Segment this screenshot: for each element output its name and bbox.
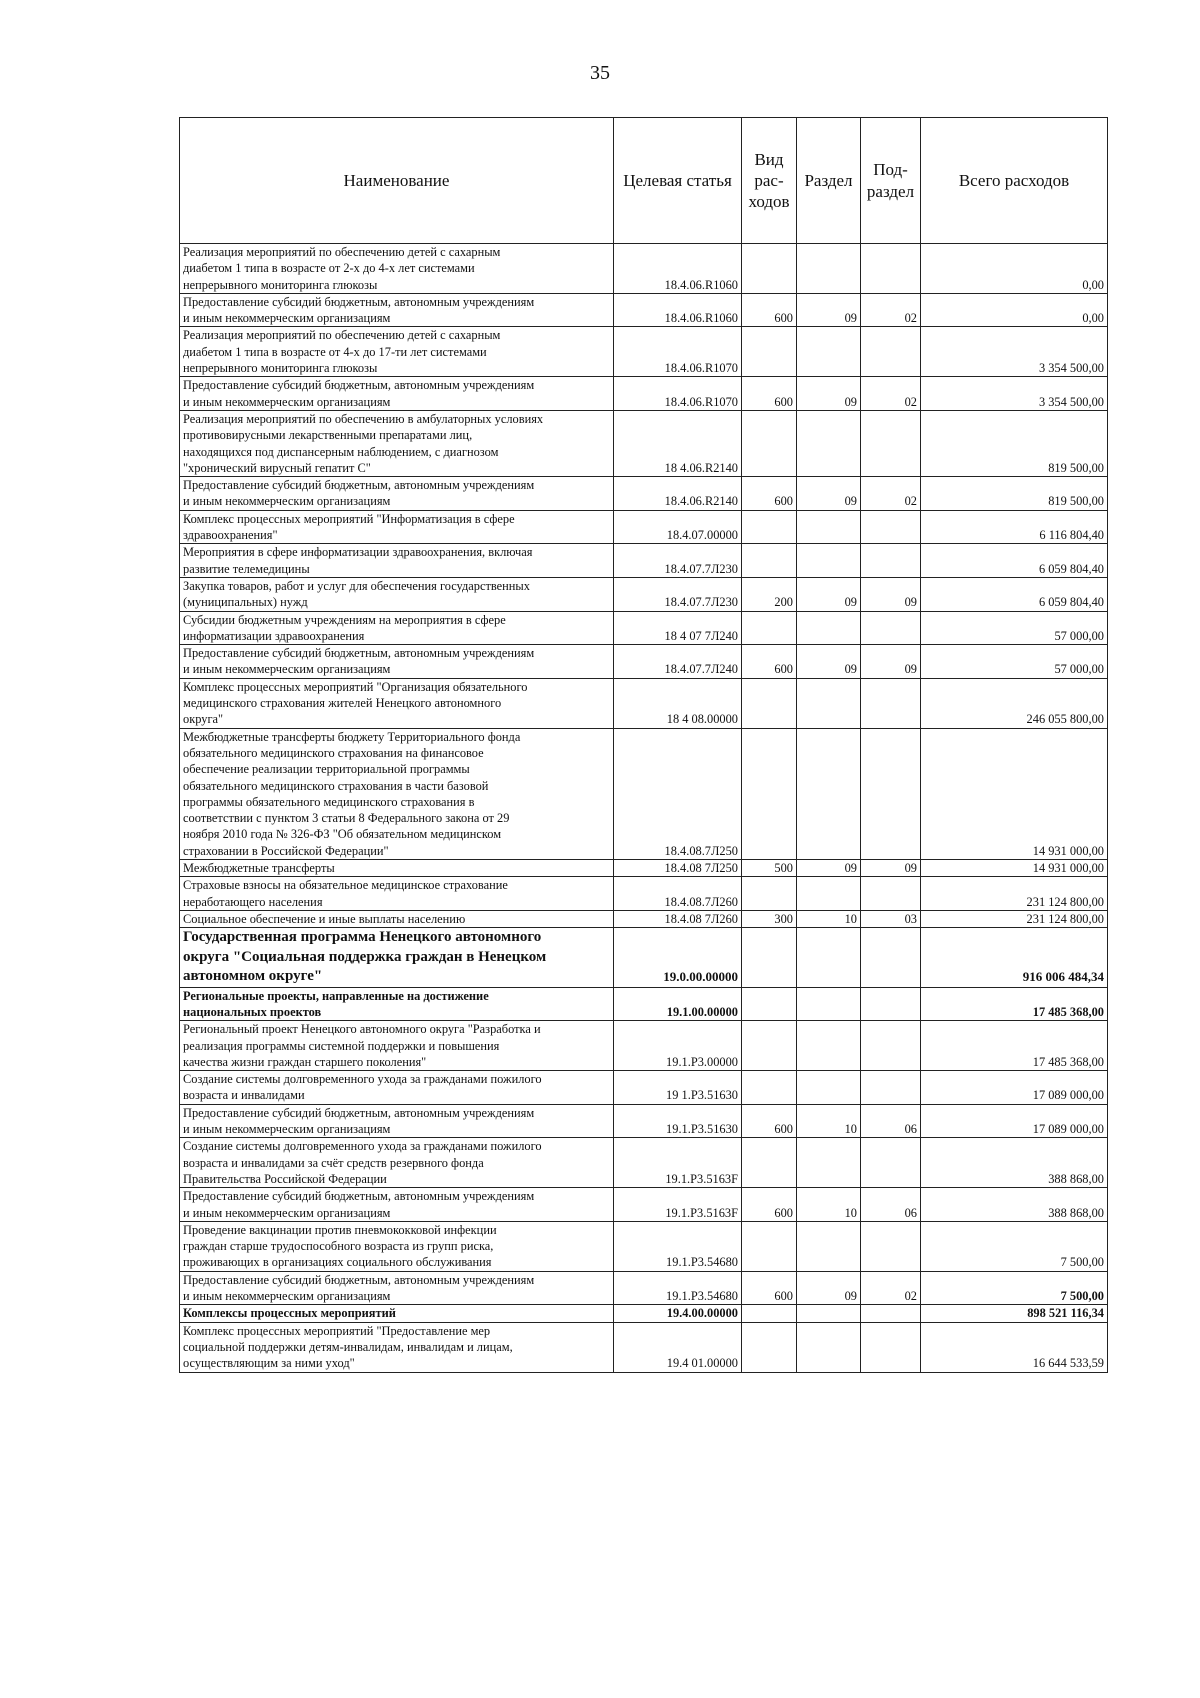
cell-subsection <box>861 1071 921 1105</box>
cell-target-article: 18 4 08.00000 <box>614 678 742 728</box>
cell-subsection: 02 <box>861 477 921 511</box>
cell-subsection <box>861 987 921 1021</box>
cell-target-article: 18.4.06.R1070 <box>614 377 742 411</box>
cell-target-article: 19.1.00.00000 <box>614 987 742 1021</box>
table-row <box>180 1322 1108 1372</box>
cell-expense-type: 600 <box>742 1188 797 1222</box>
cell-section: 09 <box>797 293 861 327</box>
cell-subsection <box>861 244 921 294</box>
cell-target-article: 18.4.06.R1060 <box>614 244 742 294</box>
cell-total: 17 089 000,00 <box>921 1104 1108 1138</box>
header-target-article: Целевая статья <box>614 118 742 244</box>
cell-expense-type: 600 <box>742 293 797 327</box>
cell-subsection <box>861 1138 921 1188</box>
cell-total: 17 485 368,00 <box>921 1021 1108 1071</box>
cell-subsection: 09 <box>861 577 921 611</box>
cell-name: Предоставление субсидий бюджетным, автономным учреждениям и иным некоммерческим организациям <box>180 293 614 327</box>
cell-name: Субсидии бюджетным учреждениям на мероприятия в сфере информатизации здравоохранения <box>180 611 614 645</box>
cell-expense-type <box>742 410 797 476</box>
cell-section <box>797 327 861 377</box>
cell-subsection <box>861 928 921 988</box>
cell-expense-type: 600 <box>742 377 797 411</box>
cell-expense-type <box>742 728 797 859</box>
cell-section <box>797 728 861 859</box>
table-row <box>180 1305 1108 1322</box>
cell-subsection: 09 <box>861 859 921 876</box>
table-row <box>180 327 1108 377</box>
cell-expense-type <box>742 327 797 377</box>
table-row <box>180 1271 1108 1305</box>
cell-name: Предоставление субсидий бюджетным, автономным учреждениям и иным некоммерческим организациям <box>180 377 614 411</box>
header-subsection: Под-раздел <box>861 118 921 244</box>
cell-expense-type <box>742 1221 797 1271</box>
table-row <box>180 1071 1108 1105</box>
cell-name: Предоставление субсидий бюджетным, автономным учреждениям и иным некоммерческим организациям <box>180 477 614 511</box>
page-number: 35 <box>590 62 610 84</box>
cell-total: 231 124 800,00 <box>921 877 1108 911</box>
table-body <box>180 244 1108 1373</box>
cell-expense-type <box>742 1305 797 1322</box>
cell-section <box>797 1221 861 1271</box>
cell-expense-type: 600 <box>742 645 797 679</box>
cell-total: 57 000,00 <box>921 645 1108 679</box>
cell-target-article: 18.4.07.00000 <box>614 510 742 544</box>
cell-name: Создание системы долговременного ухода за гражданами пожилого возраста и инвалидами <box>180 1071 614 1105</box>
cell-name: Закупка товаров, работ и услуг для обеспечения государственных (муниципальных) нужд <box>180 577 614 611</box>
cell-section <box>797 928 861 988</box>
cell-target-article: 18.4.06.R1060 <box>614 293 742 327</box>
cell-section <box>797 1322 861 1372</box>
cell-subsection <box>861 1221 921 1271</box>
cell-target-article: 18.4.07.7Л230 <box>614 544 742 578</box>
cell-subsection <box>861 1021 921 1071</box>
cell-target-article: 18.4.08.7Л260 <box>614 877 742 911</box>
cell-total: 0,00 <box>921 244 1108 294</box>
cell-subsection <box>861 611 921 645</box>
cell-name: Реализация мероприятий по обеспечению детей с сахарным диабетом 1 типа в возрасте от 2-х до 4-х лет системами непрерывного мониторинга глюкозы <box>180 244 614 294</box>
cell-section <box>797 678 861 728</box>
cell-target-article: 19.1.Р3.5163F <box>614 1188 742 1222</box>
table-row <box>180 877 1108 911</box>
cell-subsection <box>861 410 921 476</box>
table-row <box>180 611 1108 645</box>
table-row <box>180 244 1108 294</box>
cell-target-article: 19.1.Р3.5163F <box>614 1138 742 1188</box>
cell-expense-type <box>742 1071 797 1105</box>
cell-subsection: 06 <box>861 1104 921 1138</box>
cell-name: Комплекс процессных мероприятий "Информатизация в сфере здравоохранения" <box>180 510 614 544</box>
cell-subsection <box>861 510 921 544</box>
cell-name: Реализация мероприятий по обеспечению детей с сахарным диабетом 1 типа в возрасте от 4-х до 17-ти лет системами непрерывного мониторинга глюкозы <box>180 327 614 377</box>
cell-target-article: 19.1.Р3.54680 <box>614 1221 742 1271</box>
cell-total: 6 116 804,40 <box>921 510 1108 544</box>
cell-name: Реализация мероприятий по обеспечению в амбулаторных условиях противовирусными лекарственными препаратами лиц, находящихся под диспансерным наблюдением, с диагнозом "хронический вирусный гепатит С" <box>180 410 614 476</box>
budget-table <box>179 117 1108 1373</box>
cell-total: 14 931 000,00 <box>921 859 1108 876</box>
cell-total: 916 006 484,34 <box>921 928 1108 988</box>
cell-section <box>797 544 861 578</box>
table-row <box>180 987 1108 1021</box>
cell-subsection <box>861 877 921 911</box>
table-row <box>180 1221 1108 1271</box>
cell-section: 09 <box>797 377 861 411</box>
header-name: Наименование <box>180 118 614 244</box>
cell-target-article: 19.4.00.00000 <box>614 1305 742 1322</box>
cell-section <box>797 1305 861 1322</box>
cell-subsection: 09 <box>861 645 921 679</box>
cell-target-article: 19.1.Р3.51630 <box>614 1104 742 1138</box>
header-expense-type: Вид рас-ходов <box>742 118 797 244</box>
cell-total: 7 500,00 <box>921 1271 1108 1305</box>
cell-target-article: 18.4.08 7Л250 <box>614 859 742 876</box>
cell-section: 09 <box>797 645 861 679</box>
cell-name: Комплексы процессных мероприятий <box>180 1305 614 1322</box>
cell-target-article: 19.4 01.00000 <box>614 1322 742 1372</box>
cell-target-article: 19.1.Р3.00000 <box>614 1021 742 1071</box>
cell-section <box>797 1071 861 1105</box>
table-header-row <box>180 118 1108 244</box>
cell-expense-type: 200 <box>742 577 797 611</box>
cell-expense-type <box>742 1138 797 1188</box>
table-row <box>180 1104 1108 1138</box>
cell-section <box>797 410 861 476</box>
table-row <box>180 1021 1108 1071</box>
cell-section: 09 <box>797 1271 861 1305</box>
cell-total: 388 868,00 <box>921 1138 1108 1188</box>
cell-expense-type: 300 <box>742 910 797 927</box>
cell-target-article: 19.0.00.00000 <box>614 928 742 988</box>
table-row <box>180 1188 1108 1222</box>
cell-total: 17 089 000,00 <box>921 1071 1108 1105</box>
cell-name: Проведение вакцинации против пневмококковой инфекции граждан старше трудоспособного возраста из групп риска, проживающих в организациях социального обслуживания <box>180 1221 614 1271</box>
cell-total: 3 354 500,00 <box>921 377 1108 411</box>
cell-target-article: 18.4.06.R1070 <box>614 327 742 377</box>
cell-target-article: 18.4.08.7Л250 <box>614 728 742 859</box>
cell-expense-type <box>742 611 797 645</box>
cell-subsection <box>861 1305 921 1322</box>
cell-subsection: 03 <box>861 910 921 927</box>
cell-name: Государственная программа Ненецкого автономного округа "Социальная поддержка граждан в Ненецком автономном округе" <box>180 928 614 988</box>
cell-section <box>797 244 861 294</box>
cell-total: 3 354 500,00 <box>921 327 1108 377</box>
header-total: Всего расходов <box>921 118 1108 244</box>
cell-section <box>797 987 861 1021</box>
cell-expense-type <box>742 678 797 728</box>
cell-name: Предоставление субсидий бюджетным, автономным учреждениям и иным некоммерческим организациям <box>180 1271 614 1305</box>
cell-subsection <box>861 327 921 377</box>
cell-name: Комплекс процессных мероприятий "Предоставление мер социальной поддержки детям-инвалидам, инвалидам и лицам, осуществляющим за ними уход" <box>180 1322 614 1372</box>
table-row <box>180 510 1108 544</box>
cell-target-article: 18.4.07.7Л240 <box>614 645 742 679</box>
cell-name: Страховые взносы на обязательное медицинское страхование неработающего населения <box>180 877 614 911</box>
cell-name: Межбюджетные трансферты бюджету Территориального фонда обязательного медицинского страхования на финансовое обеспечение реализации территориальной программы обязательного медицинского страхования в части базовой программы обязательного медицинского страхования в соответствии с пунктом 3 статьи 8 Федерального закона от 29 ноября 2010 года № 326-ФЗ "Об обязательном медицинском страховании в Российской Федерации" <box>180 728 614 859</box>
cell-section: 10 <box>797 910 861 927</box>
table-row <box>180 293 1108 327</box>
cell-expense-type <box>742 877 797 911</box>
cell-name: Региональные проекты, направленные на достижение национальных проектов <box>180 987 614 1021</box>
cell-target-article: 18 4 07 7Л240 <box>614 611 742 645</box>
cell-subsection: 02 <box>861 293 921 327</box>
table-row <box>180 1138 1108 1188</box>
cell-subsection <box>861 678 921 728</box>
cell-section: 09 <box>797 859 861 876</box>
cell-total: 231 124 800,00 <box>921 910 1108 927</box>
cell-total: 819 500,00 <box>921 410 1108 476</box>
cell-expense-type: 600 <box>742 477 797 511</box>
cell-total: 14 931 000,00 <box>921 728 1108 859</box>
cell-expense-type: 600 <box>742 1104 797 1138</box>
cell-expense-type: 600 <box>742 1271 797 1305</box>
cell-name: Предоставление субсидий бюджетным, автономным учреждениям и иным некоммерческим организациям <box>180 645 614 679</box>
cell-target-article: 18.4.07.7Л230 <box>614 577 742 611</box>
cell-name: Межбюджетные трансферты <box>180 859 614 876</box>
cell-expense-type <box>742 510 797 544</box>
cell-total: 898 521 116,34 <box>921 1305 1108 1322</box>
table-row <box>180 544 1108 578</box>
cell-section <box>797 877 861 911</box>
cell-target-article: 18 4.06.R2140 <box>614 410 742 476</box>
cell-expense-type <box>742 928 797 988</box>
table-row <box>180 577 1108 611</box>
cell-section: 10 <box>797 1188 861 1222</box>
header-section: Раздел <box>797 118 861 244</box>
table-row <box>180 645 1108 679</box>
cell-expense-type <box>742 544 797 578</box>
cell-expense-type <box>742 987 797 1021</box>
cell-section: 10 <box>797 1104 861 1138</box>
cell-name: Мероприятия в сфере информатизации здравоохранения, включая развитие телемедицины <box>180 544 614 578</box>
cell-name: Комплекс процессных мероприятий "Организация обязательного медицинского страхования жителей Ненецкого автономного округа" <box>180 678 614 728</box>
cell-expense-type: 500 <box>742 859 797 876</box>
cell-section: 09 <box>797 577 861 611</box>
table-row <box>180 377 1108 411</box>
cell-subsection <box>861 544 921 578</box>
cell-subsection: 02 <box>861 1271 921 1305</box>
table-row <box>180 859 1108 876</box>
cell-subsection: 06 <box>861 1188 921 1222</box>
cell-name: Социальное обеспечение и иные выплаты населению <box>180 910 614 927</box>
cell-subsection <box>861 728 921 859</box>
cell-name: Региональный проект Ненецкого автономного округа "Разработка и реализация программы системной поддержки и повышения качества жизни граждан старшего поколения" <box>180 1021 614 1071</box>
cell-total: 388 868,00 <box>921 1188 1108 1222</box>
table-row <box>180 477 1108 511</box>
cell-target-article: 18.4.08 7Л260 <box>614 910 742 927</box>
table-row <box>180 728 1108 859</box>
cell-section <box>797 1021 861 1071</box>
cell-total: 246 055 800,00 <box>921 678 1108 728</box>
cell-expense-type <box>742 1021 797 1071</box>
cell-section: 09 <box>797 477 861 511</box>
cell-total: 16 644 533,59 <box>921 1322 1108 1372</box>
cell-name: Создание системы долговременного ухода за гражданами пожилого возраста и инвалидами за счёт средств резервного фонда Правительства Российской Федерации <box>180 1138 614 1188</box>
cell-target-article: 18.4.06.R2140 <box>614 477 742 511</box>
cell-total: 819 500,00 <box>921 477 1108 511</box>
cell-section <box>797 611 861 645</box>
table-row <box>180 910 1108 927</box>
cell-total: 7 500,00 <box>921 1221 1108 1271</box>
cell-expense-type <box>742 244 797 294</box>
cell-total: 6 059 804,40 <box>921 544 1108 578</box>
cell-total: 57 000,00 <box>921 611 1108 645</box>
cell-section <box>797 1138 861 1188</box>
cell-total: 17 485 368,00 <box>921 987 1108 1021</box>
cell-total: 6 059 804,40 <box>921 577 1108 611</box>
cell-section <box>797 510 861 544</box>
cell-subsection: 02 <box>861 377 921 411</box>
cell-total: 0,00 <box>921 293 1108 327</box>
table-row <box>180 928 1108 988</box>
cell-subsection <box>861 1322 921 1372</box>
table-row <box>180 410 1108 476</box>
table-row <box>180 678 1108 728</box>
cell-target-article: 19.1.Р3.54680 <box>614 1271 742 1305</box>
cell-name: Предоставление субсидий бюджетным, автономным учреждениям и иным некоммерческим организациям <box>180 1104 614 1138</box>
cell-target-article: 19 1.Р3.51630 <box>614 1071 742 1105</box>
cell-name: Предоставление субсидий бюджетным, автономным учреждениям и иным некоммерческим организациям <box>180 1188 614 1222</box>
cell-expense-type <box>742 1322 797 1372</box>
